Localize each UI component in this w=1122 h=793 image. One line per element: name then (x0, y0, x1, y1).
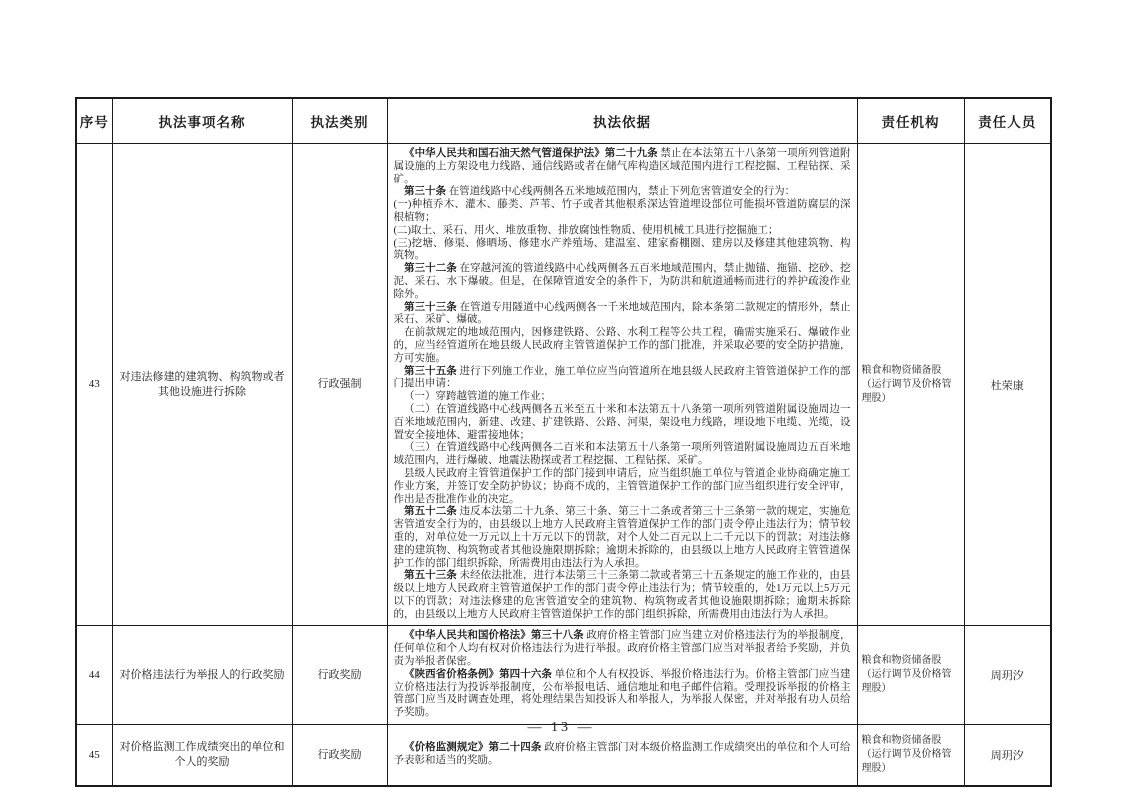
cell-index-43: 43 (76, 144, 112, 626)
cell-index-45: 45 (76, 725, 112, 787)
cell-person-44: 周玥汐 (964, 626, 1051, 725)
header-row (76, 98, 1051, 144)
cell-index-44: 44 (76, 626, 112, 725)
column-header-person: 责任人员 (964, 98, 1051, 144)
law-paragraph: (三)挖塘、修渠、修晒场、修建水产养殖场、建温室、建家畜棚圈、建房以及修建其他建筑物、构筑物。 (393, 237, 851, 262)
column-header-basis: 执法依据 (387, 98, 857, 144)
enforcement-matters-table (75, 97, 1052, 787)
table-row-43 (76, 144, 1051, 626)
cell-item-name-43: 对违法修建的建筑物、构筑物或者其他设施进行拆除 (112, 144, 292, 626)
cell-org-45: 粮食和物资储备股（运行调节及价格管理股） (857, 725, 964, 787)
law-paragraph: （一）穿跨越管道的施工作业； (404, 391, 551, 403)
law-paragraph: 在前款规定的地域范围内，因修建铁路、公路、水利工程等公共工程，确需实施采石、爆破作业的，应当经管道所在地县级人民政府主管管道保护工作的部门批准，并采取必要的安全防护措施，方可实施。 (393, 327, 851, 364)
cell-item-name-44: 对价格违法行为举报人的行政奖励 (112, 626, 292, 725)
table-row-44 (76, 626, 1051, 725)
law-paragraph: 第三十三条 在管道专用隧道中心线两侧各一千米地域范围内，除本条第二款规定的情形外，禁止采石、采矿、爆破。 (393, 301, 851, 326)
law-paragraph: 第五十三条 未经依法批准，进行本法第三十三条第二款或者第三十五条规定的施工作业的，由县级以上地方人民政府主管管道保护工作的部门责令停止违法行为；情节较重的，处1万元以上5万元以下的罚款；对违法修建的危害管道安全的建筑物、构筑物或者其他设施限期拆除；逾期未拆除的，由县级以上地方人民政府主管管道保护工作的部门组织拆除，所需费用由违法行为人承担。 (393, 570, 851, 620)
law-paragraph: （三）在管道线路中心线两侧各二百米和本法第五十八条第一项所列管道附属设施周边五百米地域范围内，进行爆破、地震法勘探或者工程挖掘、工程钻探、采矿。 (393, 442, 851, 467)
law-paragraph: 《中华人民共和国石油天然气管道保护法》第二十九条 禁止在本法第五十八条第一项所列管道附属设施的上方架设电力线路、通信线路或者在储气库构造区域范围内进行工程挖掘、工程钻探、采矿。 (393, 148, 851, 185)
column-header-org: 责任机构 (857, 98, 964, 144)
law-paragraph: 《价格监测规定》第二十四条 政府价格主管部门对本级价格监测工作成绩突出的单位和个人可给予表彰和适当的奖励。 (393, 742, 851, 767)
column-header-category: 执法类别 (292, 98, 387, 144)
law-paragraph: 第三十二条 在穿越河流的管道线路中心线两侧各五百米地域范围内，禁止抛锚、拖锚、挖砂、挖泥、采石、水下爆破。但是，在保障管道安全的条件下，为防洪和航道通畅而进行的养护疏浚作业除外。 (393, 263, 851, 300)
cell-basis-44 (387, 626, 857, 725)
cell-item-name-45: 对价格监测工作成绩突出的单位和个人的奖励 (112, 725, 292, 787)
law-paragraph: 第五十二条 违反本法第二十九条、第三十条、第三十二条或者第三十三条第一款的规定，实施危害管道安全行为的，由县级以上地方人民政府主管管道保护工作的部门责令停止违法行为；情节较重的，对单位处一万元以上十万元以下的罚款，对个人处二百元以上二千元以下的罚款；对违法修建的建筑物、构筑物或者其他设施限期拆除；逾期未拆除的，由县级以上地方人民政府主管管道保护工作的部门组织拆除，所需费用由违法行为人承担。 (393, 506, 851, 569)
law-paragraph: 第三十五条 进行下列施工作业，施工单位应当向管道所在地县级人民政府主管管道保护工作的部门提出申请： (393, 365, 851, 390)
cell-basis-43 (387, 144, 857, 626)
cell-org-44: 粮食和物资储备股（运行调节及价格管理股） (857, 626, 964, 725)
cell-person-43: 杜荣康 (964, 144, 1051, 626)
law-paragraph: (二)取土、采石、用火、堆放重物、排放腐蚀性物质、使用机械工具进行挖掘施工； (393, 224, 779, 236)
cell-category-45: 行政奖励 (292, 725, 387, 787)
cell-category-43: 行政强制 (292, 144, 387, 626)
cell-org-43: 粮食和物资储备股（运行调节及价格管理股） (857, 144, 964, 626)
cell-person-45: 周玥汐 (964, 725, 1051, 787)
column-header-index: 序号 (76, 98, 112, 144)
law-paragraph: （二）在管道线路中心线两侧各五米至五十米和本法第五十八条第一项所列管道附属设施周边一百米地域范围内，新建、改建、扩建铁路、公路、河渠，架设电力线路，埋设地下电缆、光缆，设置安全接地体、避雷接地体； (393, 403, 851, 441)
law-paragraph: (一)种植乔木、灌木、藤类、芦苇、竹子或者其他根系深达管道埋设部位可能损坏管道防腐层的深根植物； (393, 199, 851, 223)
page-number: — 13 — (527, 720, 595, 735)
law-paragraph: 《陕西省价格条例》第四十六条 单位和个人有权投诉、举报价格违法行为。价格主管部门应当建立价格违法行为投诉举报制度，公布举报电话、通信地址和电子邮件信箱。受理投诉举报的价格主管部门应当及时调查处理，将处理结果告知投诉人和举报人，为举报人保密，并对举报有功人员给予奖励。 (393, 668, 851, 719)
law-paragraph: 第三十条 在管道线路中心线两侧各五米地域范围内，禁止下列危害管道安全的行为： (404, 186, 796, 198)
cell-category-44: 行政奖励 (292, 626, 387, 725)
column-header-item-name: 执法事项名称 (112, 98, 292, 144)
law-paragraph: 县级人民政府主管管道保护工作的部门接到申请后，应当组织施工单位与管道企业协商确定施工作业方案，并签订安全防护协议；协商不成的，主管管道保护工作的部门应当组织进行安全评审，作出是否批准作业的决定。 (393, 467, 851, 505)
law-paragraph: 《中华人民共和国价格法》第三十八条 政府价格主管部门应当建立对价格违法行为的举报制度，任何单位和个人均有权对价格违法行为进行举报。政府价格主管部门应当对举报者给予奖励，并负责为举报者保密。 (393, 630, 851, 668)
